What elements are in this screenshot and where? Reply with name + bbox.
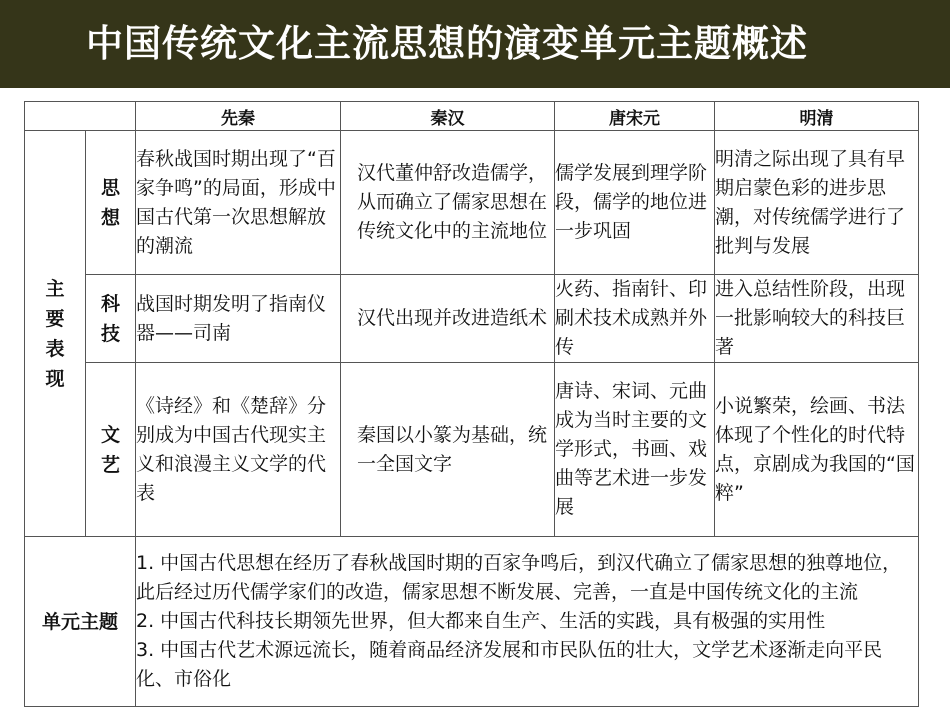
cell-arts-tangsongyuan: 唐诗、宋词、元曲成为当时主要的文学形式，书画、戏曲等艺术进一步发展	[555, 363, 715, 537]
table-row	[25, 131, 919, 275]
cell-tech-xianqin: 战国时期发明了指南仪器——司南	[136, 275, 341, 363]
cell-tech-mingqing: 进入总结性阶段，出现一批影响较大的科技巨著	[715, 275, 919, 363]
header-mingqing: 明清	[715, 102, 919, 131]
cell-tech-qinhan: 汉代出现并改进造纸术	[341, 275, 555, 363]
cell-thought-tangsongyuan: 儒学发展到理学阶段，儒学的地位进一步巩固	[555, 131, 715, 275]
header-xianqin: 先秦	[136, 102, 341, 131]
header-qinhan: 秦汉	[341, 102, 555, 131]
table-row	[25, 363, 919, 537]
page-title: 中国传统文化主流思想的演变单元主题概述	[86, 22, 808, 65]
cell-arts-xianqin: 《诗经》和《楚辞》分别成为中国古代现实主义和浪漫主义文学的代表	[136, 363, 341, 537]
side-label-main: 主要表现	[25, 131, 86, 537]
header-row	[25, 102, 919, 131]
header-tangsongyuan: 唐宋元	[555, 102, 715, 131]
cell-thought-qinhan: 汉代董仲舒改造儒学，从而确立了儒家思想在传统文化中的主流地位	[341, 131, 555, 275]
cell-thought-xianqin: 春秋战国时期出现了“百家争鸣”的局面，形成中国古代第一次思想解放的潮流	[136, 131, 341, 275]
theme-label: 单元主题	[25, 537, 136, 707]
theme-row	[25, 537, 919, 707]
theme-line-3: 3. 中国古代艺术源远流长，随着商品经济发展和市民队伍的壮大，文学艺术逐渐走向平民化、市俗化	[136, 639, 883, 690]
summary-table	[24, 101, 919, 707]
theme-line-2: 2. 中国古代科技长期领先世界，但大都来自生产、生活的实践，具有极强的实用性	[136, 610, 826, 632]
theme-line-1: 1. 中国古代思想在经历了春秋战国时期的百家争鸣后，到汉代确立了儒家思想的独尊地位，此后经过历代儒学家们的改造，儒家思想不断发展、完善，一直是中国传统文化的主流	[136, 552, 902, 603]
row-label-tech: 科技	[86, 275, 136, 363]
row-label-arts: 文艺	[86, 363, 136, 537]
cell-arts-mingqing: 小说繁荣，绘画、书法体现了个性化的时代特点，京剧成为我国的“国粹”	[715, 363, 919, 537]
cell-thought-mingqing: 明清之际出现了具有早期启蒙色彩的进步思潮，对传统儒学进行了批判与发展	[715, 131, 919, 275]
theme-body	[136, 537, 919, 707]
table-row	[25, 275, 919, 363]
row-label-thought: 思想	[86, 131, 136, 275]
cell-arts-qinhan: 秦国以小篆为基础，统一全国文字	[341, 363, 555, 537]
title-bar	[0, 0, 950, 88]
header-corner	[25, 102, 136, 131]
cell-tech-tangsongyuan: 火药、指南针、印刷术技术成熟并外传	[555, 275, 715, 363]
